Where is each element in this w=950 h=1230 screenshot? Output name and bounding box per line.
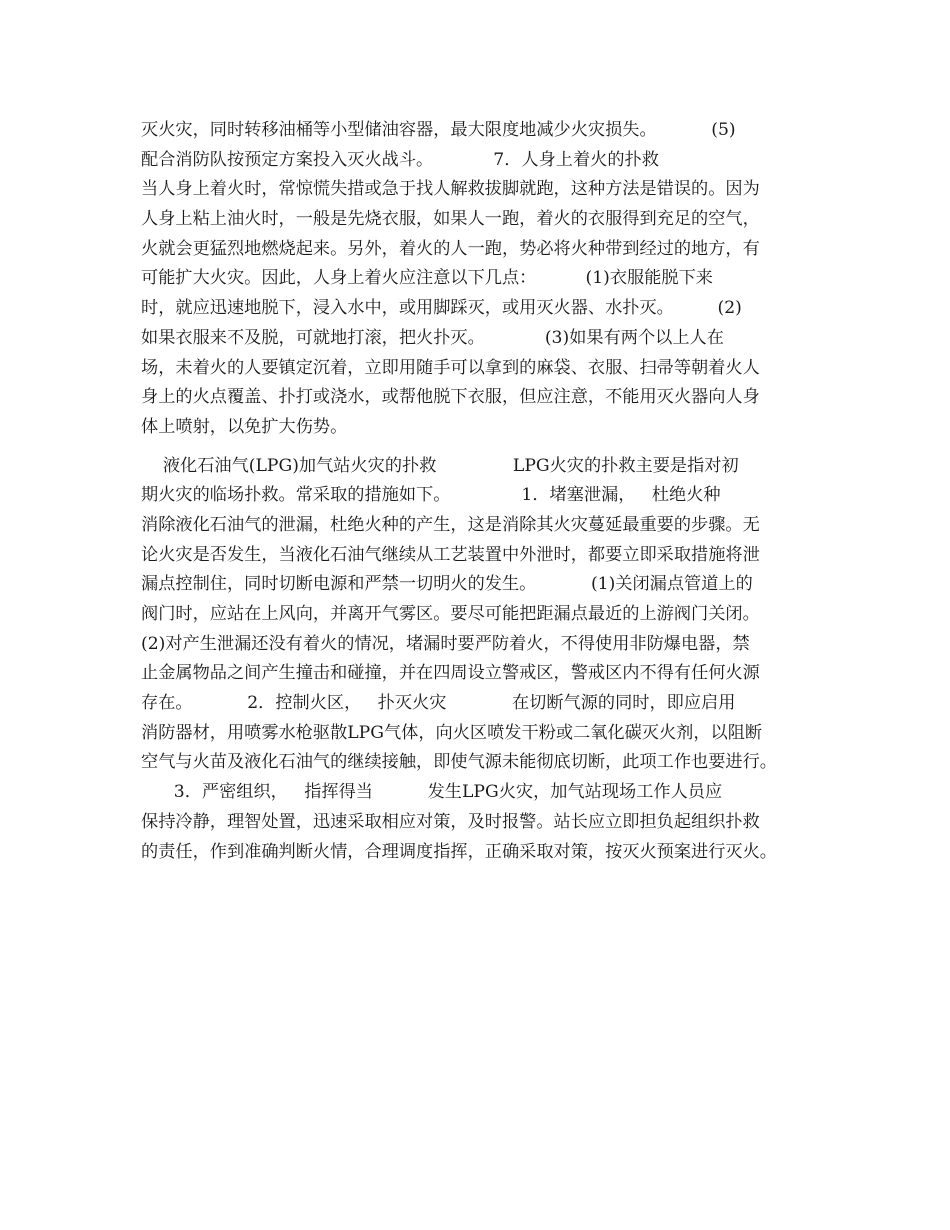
paragraph-lpg-station	[141, 452, 821, 868]
text-line: 灭火灾，同时转移油桶等小型储油容器，最大限度地减少火灾损失。 (5)	[141, 120, 736, 140]
text-line: 保持冷静，理智处置，迅速采取相应对策，及时报警。站长应立即担负起组织扑救	[141, 811, 760, 832]
text-line: 期火灾的临场扑救。常采取的措施如下。 1．堵塞泄漏， 杜绝火种	[141, 485, 721, 506]
text-line: 液化石油气(LPG)加气站火灾的扑救 LPG火灾的扑救主要是指对初	[141, 455, 739, 476]
text-line: 止金属物品之间产生撞击和碰撞，并在四周设立警戒区，警戒区内不得有任何火源	[141, 663, 760, 684]
body-text	[141, 116, 821, 867]
text-line: 消除液化石油气的泄漏，杜绝火种的产生，这是消除其火灾蔓延最重要的步骤。无	[141, 514, 760, 535]
text-line: 身上的火点覆盖、扑打或浇水，或帮他脱下衣服，但应注意，不能用灭火器向人身	[141, 387, 760, 408]
text-line: 阀门时，应站在上风向，并离开气雾区。要尽可能把距漏点最近的上游阀门关闭。	[141, 604, 760, 624]
text-line: 人身上粘上油火时，一般是先烧衣服，如果人一跑，着火的衣服得到充足的空气，	[141, 209, 760, 230]
text-line: 如果衣服来不及脱，可就地打滚，把火扑灭。 (3)如果有两个以上人在	[141, 327, 724, 348]
text-line: 漏点控制住，同时切断电源和严禁一切明火的发生。 (1)关闭漏点管道上的	[141, 574, 753, 595]
paragraph-fire-rescue	[141, 116, 821, 443]
text-line: 论火灾是否发生，当液化石油气继续从工艺装置中外泄时，都要立即采取措施将泄	[141, 544, 760, 565]
text-line: 消防器材，用喷雾水枪驱散LPG气体，向火区喷发干粉或二氧化碳灭火剂，以阻断	[141, 722, 763, 743]
text-line: 的责任，作到准确判断火情，合理调度指挥，正确采取对策，按灭火预案进行灭火。	[141, 841, 777, 862]
paragraph-gap	[141, 443, 821, 452]
text-line: 火就会更猛烈地燃烧起来。另外，着火的人一跑，势必将火种带到经过的地方，有	[141, 238, 760, 259]
text-line: 空气与火苗及液化石油气的继续接触，即使气源未能彻底切断，此项工作也要进行。	[141, 752, 777, 773]
text-line: 存在。 2．控制火区， 扑灭火灾 在切断气源的同时，即应启用	[141, 693, 736, 714]
text-line: (2)对产生泄漏还没有着火的情况，堵漏时要严防着火，不得使用非防爆电器，禁	[141, 633, 750, 654]
text-line: 体上喷射，以免扩大伤势。	[141, 416, 348, 437]
text-line: 可能扩大火灾。因此，人身上着火应注意以下几点： (1)衣服能脱下来	[141, 268, 713, 289]
text-line: 3．严密组织， 指挥得当 发生LPG火灾，加气站现场工作人员应	[141, 782, 723, 803]
text-line: 当人身上着火时，常惊慌失措或急于找人解救拔脚就跑，这种方法是错误的。因为	[141, 179, 760, 200]
text-line: 时，就应迅速地脱下，浸入水中，或用脚踩灭，或用灭火器、水扑灭。 (2)	[141, 298, 742, 319]
text-line: 配合消防队按预定方案投入灭火战斗。 7．人身上着火的扑救	[141, 149, 659, 170]
text-line: 场，未着火的人要镇定沉着，立即用随手可以拿到的麻袋、衣服、扫帚等朝着火人	[141, 357, 760, 378]
